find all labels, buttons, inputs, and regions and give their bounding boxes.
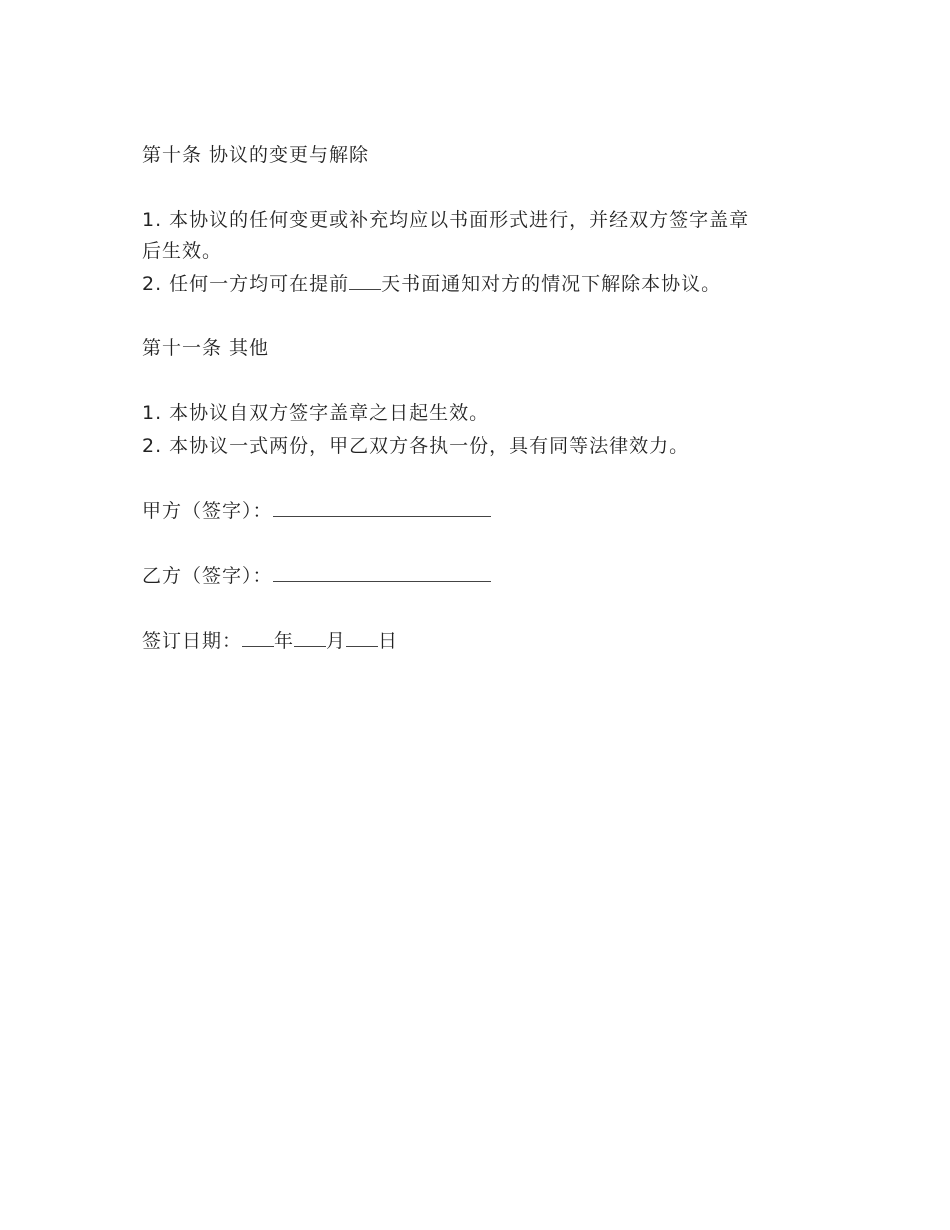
section-11-heading: 第十一条 其他 xyxy=(142,337,270,359)
party-a-signature-label: 甲方（签字）： xyxy=(142,500,273,522)
notice-days-blank xyxy=(349,271,381,290)
day-blank xyxy=(346,628,378,647)
year-blank xyxy=(242,628,274,647)
party-b-signature xyxy=(142,561,491,591)
section-10-heading: 第十条 协议的变更与解除 xyxy=(142,144,370,166)
section-10-item-2 xyxy=(142,269,721,299)
day-label: 日 xyxy=(378,630,399,652)
section-11-item-1: 1. 本协议自双方签字盖章之日起生效。 xyxy=(142,402,490,424)
signing-date-label: 签订日期： xyxy=(142,630,243,652)
party-a-signature-blank xyxy=(273,498,491,517)
section-10-item-2-text-before: 2. 任何一方均可在提前 xyxy=(142,273,350,295)
section-10-item-2-text-after: 天书面通知对方的情况下解除本协议。 xyxy=(381,273,722,295)
section-10-item-1-line-2: 后生效。 xyxy=(142,240,223,262)
year-label: 年 xyxy=(274,630,295,652)
section-11-item-2: 2. 本协议一式两份，甲乙双方各执一份，具有同等法律效力。 xyxy=(142,435,690,457)
party-a-signature xyxy=(142,496,491,526)
party-b-signature-blank xyxy=(273,563,491,582)
month-blank xyxy=(294,628,326,647)
signing-date xyxy=(142,626,398,656)
month-label: 月 xyxy=(326,630,347,652)
party-b-signature-label: 乙方（签字）： xyxy=(142,565,273,587)
section-10-item-1-line-1: 1. 本协议的任何变更或补充均应以书面形式进行，并经双方签字盖章 xyxy=(142,209,750,231)
